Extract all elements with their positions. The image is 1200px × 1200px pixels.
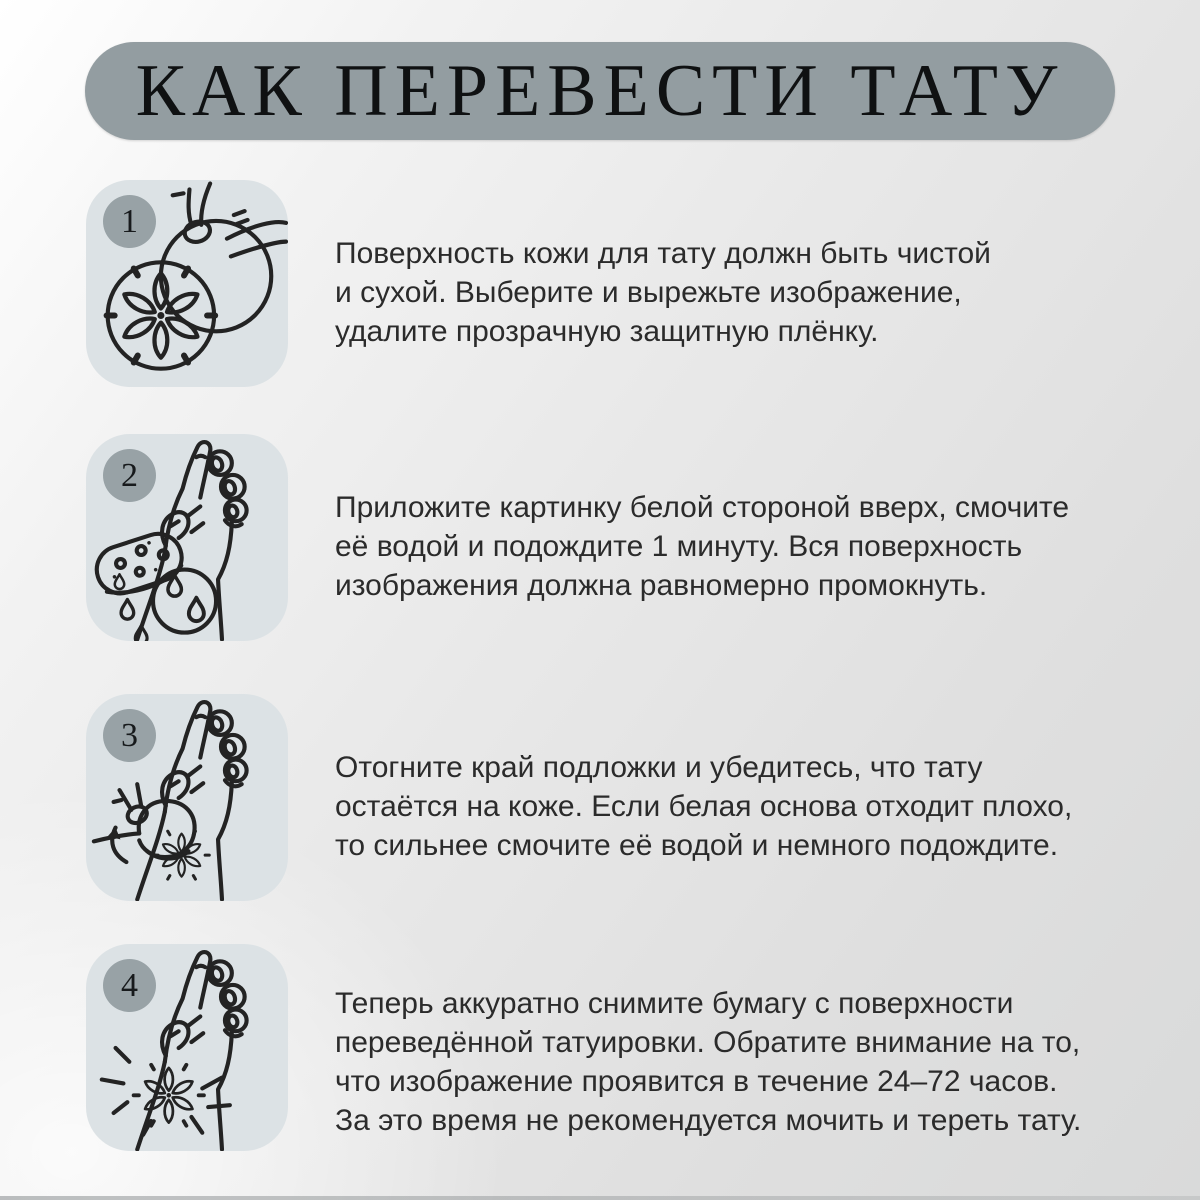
step-text — [335, 488, 1069, 605]
page-title: КАК ПЕРЕВЕСТИ ТАТУ — [135, 49, 1065, 132]
text-line: За это время не рекомендуется мочить и тереть тату. — [335, 1104, 1082, 1137]
step-row-1 — [86, 180, 1160, 387]
step-text — [335, 984, 1081, 1140]
step-number: 3 — [121, 716, 138, 754]
text-line: и сухой. Выберите и вырежьте изображение, — [335, 276, 962, 309]
step-card-3 — [86, 694, 288, 901]
photo-bottom-shadow — [0, 1196, 1200, 1200]
text-line: Теперь аккуратно снимите бумагу с поверхности — [335, 987, 1014, 1020]
step-number-badge — [103, 195, 156, 248]
step-card-2 — [86, 434, 288, 641]
text-line: то сильнее смочите её водой и немного подождите. — [335, 829, 1059, 862]
title-banner — [85, 42, 1115, 140]
text-line: остаётся на коже. Если белая основа отходит плохо, — [335, 790, 1073, 823]
step-text — [335, 748, 1072, 865]
text-line: изображения должна равномерно промокнуть. — [335, 569, 988, 602]
text-line: Отогните край подложки и убедитесь, что тату — [335, 751, 983, 784]
step-row-4 — [86, 944, 1160, 1151]
step-number: 1 — [121, 202, 138, 240]
step-row-3 — [86, 694, 1160, 901]
step-number-badge — [103, 449, 156, 502]
text-line: Приложите картинку белой стороной вверх, смочите — [335, 491, 1070, 524]
step-row-2 — [86, 434, 1160, 641]
text-line: переведённой татуировки. Обратите внимание на то, — [335, 1026, 1081, 1059]
text-line: удалите прозрачную защитную плёнку. — [335, 315, 879, 348]
step-card-1 — [86, 180, 288, 387]
step-card-4 — [86, 944, 288, 1151]
step-number-badge — [103, 959, 156, 1012]
text-line: что изображение проявится в течение 24–72 часов. — [335, 1065, 1058, 1098]
text-line: Поверхность кожи для тату должн быть чистой — [335, 237, 991, 270]
text-line: её водой и подождите 1 минуту. Вся поверхность — [335, 530, 1023, 563]
step-number: 2 — [121, 456, 138, 494]
step-number-badge — [103, 709, 156, 762]
step-number: 4 — [121, 966, 138, 1004]
step-text — [335, 234, 991, 351]
